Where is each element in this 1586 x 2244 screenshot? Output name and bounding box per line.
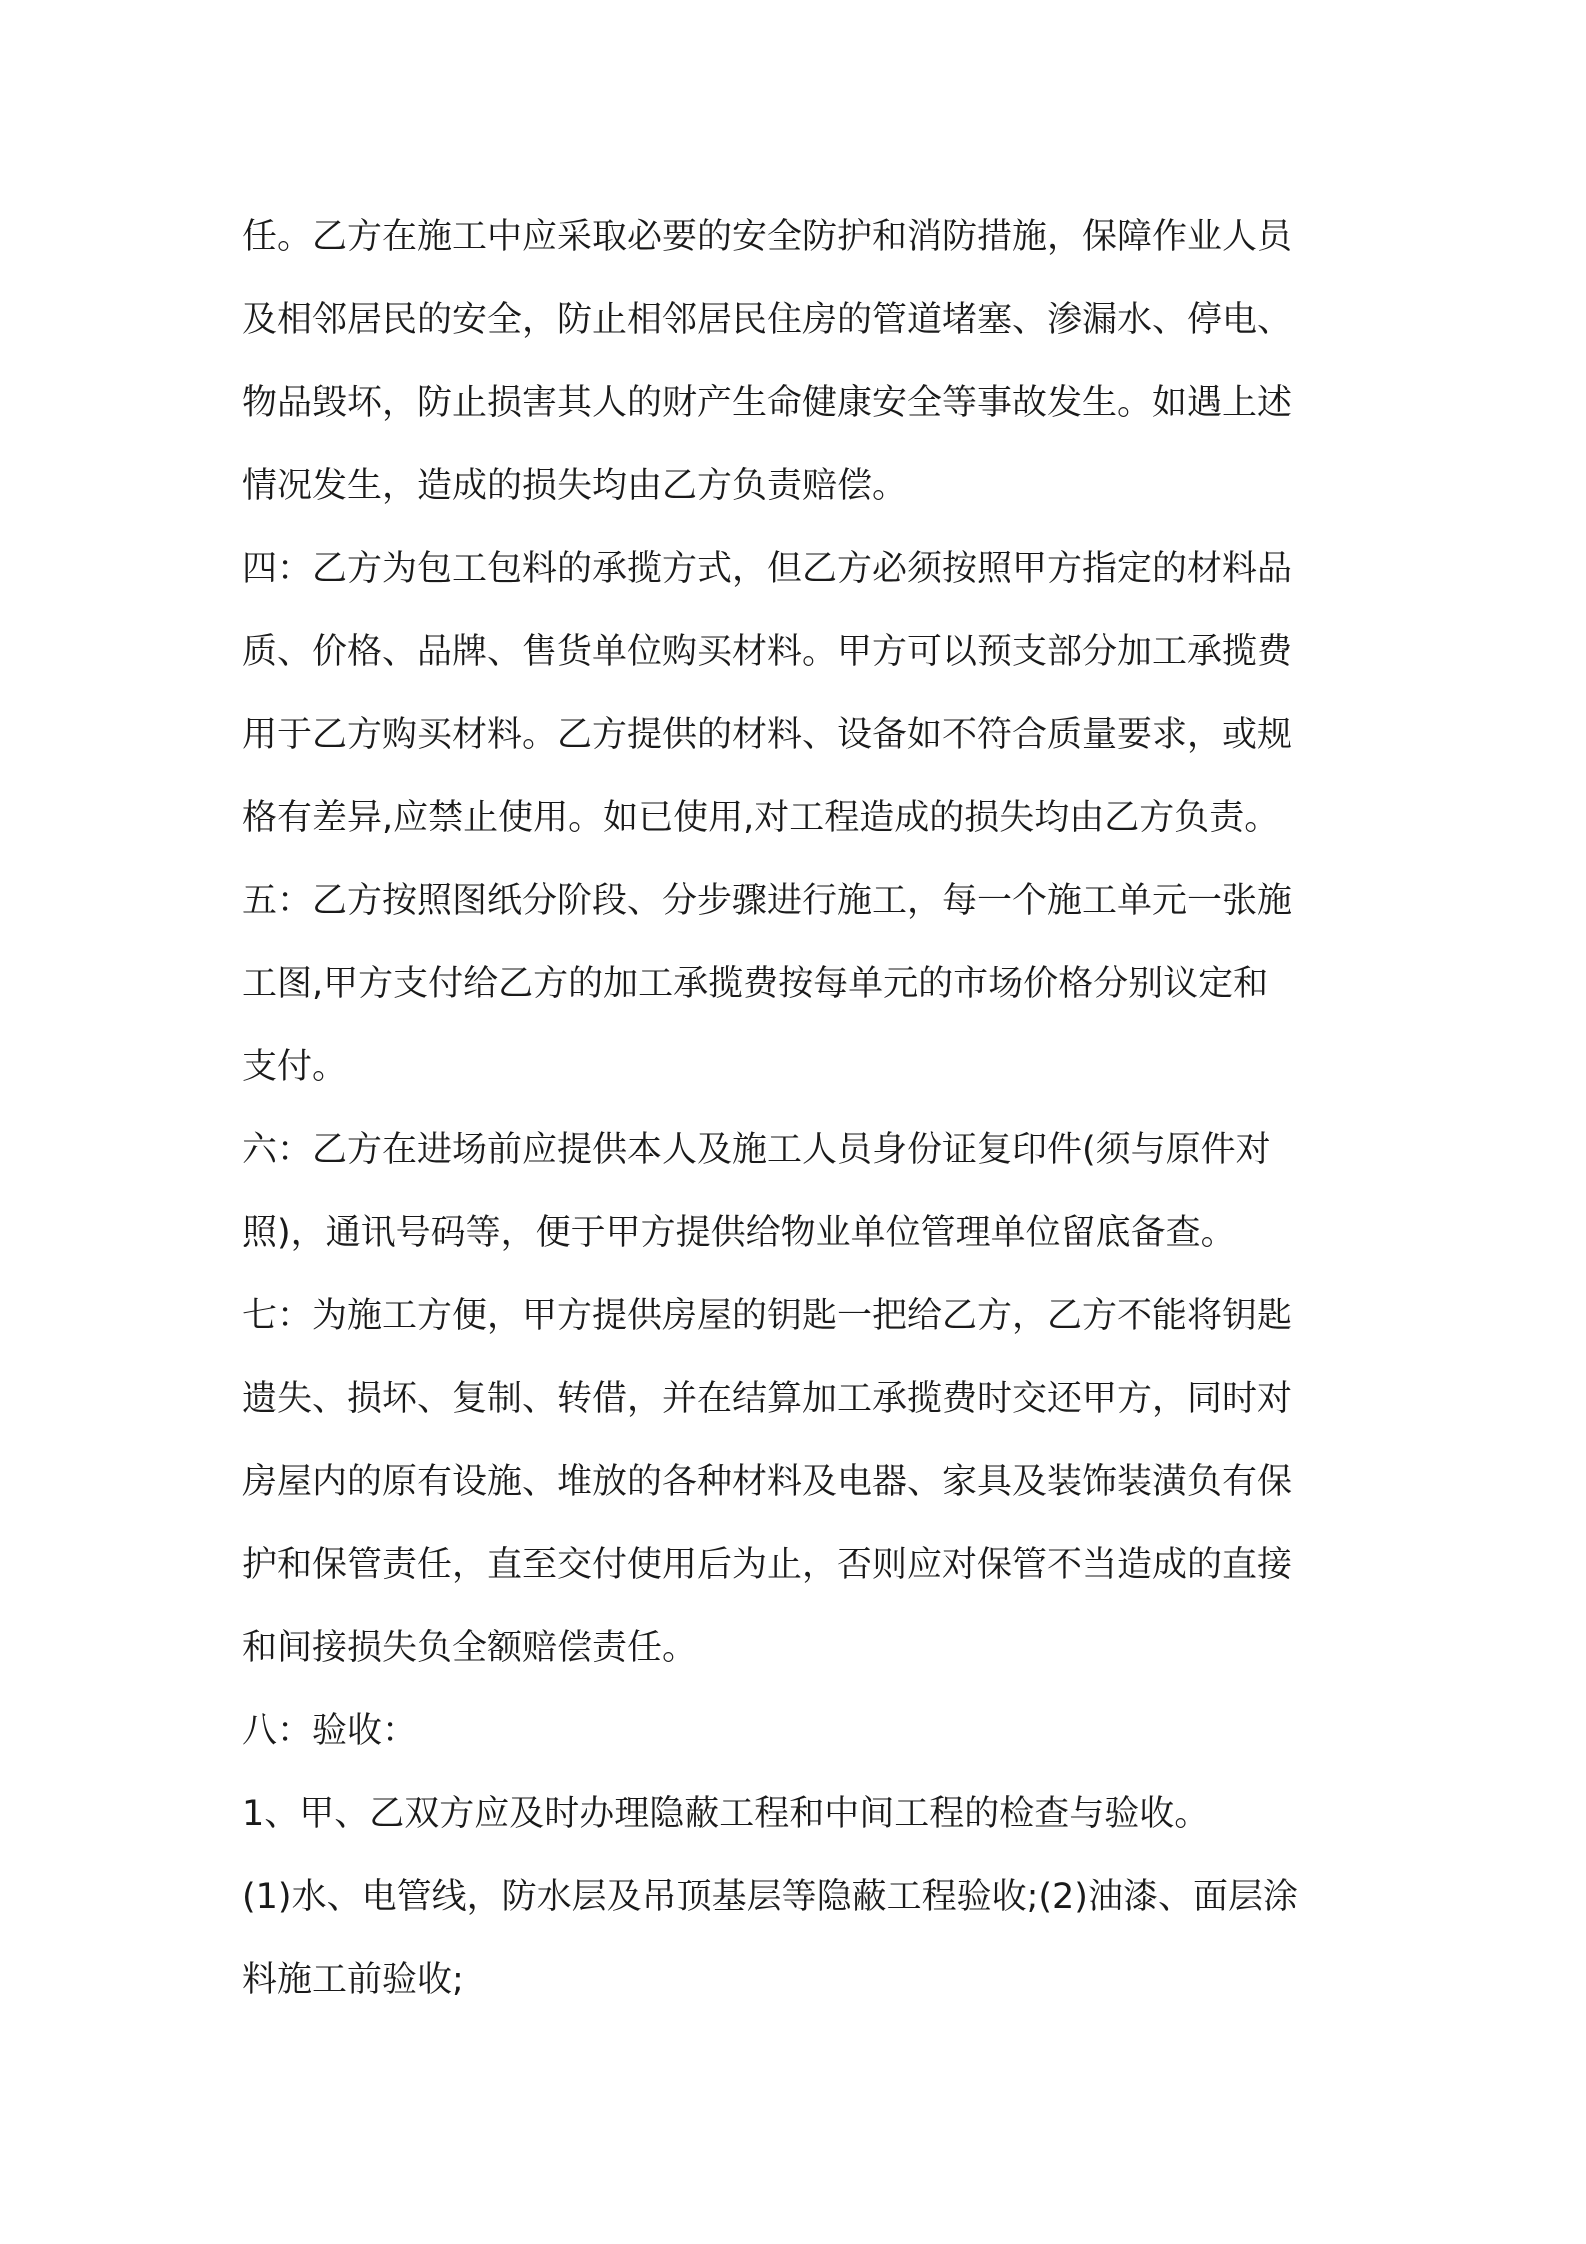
text-line: 五：乙方按照图纸分阶段、分步骤进行施工，每一个施工单元一张施 bbox=[242, 881, 1293, 921]
text-line: 情况发生，造成的损失均由乙方负责赔偿。 bbox=[242, 466, 908, 506]
text-line: 照)，通讯号码等，便于甲方提供给物业单位管理单位留底备查。 bbox=[242, 1213, 1236, 1253]
text-line: 任。乙方在施工中应采取必要的安全防护和消防措施，保障作业人员 bbox=[242, 217, 1293, 257]
contract-body-text bbox=[242, 196, 1348, 2022]
text-line: 六：乙方在进场前应提供本人及施工人员身份证复印件(须与原件对 bbox=[242, 1130, 1271, 1170]
paragraph-safety-liability bbox=[242, 196, 1348, 528]
text-line: 1、甲、乙双方应及时办理隐蔽工程和中间工程的检查与验收。 bbox=[242, 1794, 1210, 1834]
clause-8-heading-acceptance bbox=[242, 1690, 1348, 1773]
text-line: 护和保管责任，直至交付使用后为止，否则应对保管不当造成的直接 bbox=[242, 1545, 1293, 1585]
text-line: 房屋内的原有设施、堆放的各种材料及电器、家具及装饰装潢负有保 bbox=[242, 1462, 1293, 1502]
clause-4-materials bbox=[242, 528, 1348, 860]
text-line: (1)水、电管线，防水层及吊顶基层等隐蔽工程验收;(2)油漆、面层涂 bbox=[242, 1877, 1298, 1917]
clause-5-phased-construction bbox=[242, 860, 1348, 1109]
text-line: 质、价格、品牌、售货单位购买材料。甲方可以预支部分加工承揽费 bbox=[242, 632, 1293, 672]
text-line: 工图,甲方支付给乙方的加工承揽费按每单元的市场价格分别议定和 bbox=[242, 964, 1269, 1004]
text-line: 支付。 bbox=[242, 1047, 348, 1087]
text-line: 八：验收： bbox=[242, 1711, 418, 1751]
text-line: 及相邻居民的安全，防止相邻居民住房的管道堵塞、渗漏水、停电、 bbox=[242, 300, 1293, 340]
text-line: 用于乙方购买材料。乙方提供的材料、设备如不符合质量要求，或规 bbox=[242, 715, 1293, 755]
text-line: 四：乙方为包工包料的承揽方式，但乙方必须按照甲方指定的材料品 bbox=[242, 549, 1293, 589]
text-line: 七：为施工方便，甲方提供房屋的钥匙一把给乙方，乙方不能将钥匙 bbox=[242, 1296, 1293, 1336]
text-line: 物品毁坏，防止损害其人的财产生命健康安全等事故发生。如遇上述 bbox=[242, 383, 1293, 423]
clause-7-keys-custody bbox=[242, 1275, 1348, 1690]
text-line: 格有差异,应禁止使用。如已使用,对工程造成的损失均由乙方负责。 bbox=[242, 798, 1280, 838]
text-line: 料施工前验收; bbox=[242, 1960, 464, 2000]
clause-8-item-1-details bbox=[242, 1856, 1348, 2022]
text-line: 和间接损失负全额赔偿责任。 bbox=[242, 1628, 698, 1668]
clause-8-item-1 bbox=[242, 1773, 1348, 1856]
clause-6-identity-documents bbox=[242, 1109, 1348, 1275]
text-line: 遗失、损坏、复制、转借，并在结算加工承揽费时交还甲方，同时对 bbox=[242, 1379, 1293, 1419]
